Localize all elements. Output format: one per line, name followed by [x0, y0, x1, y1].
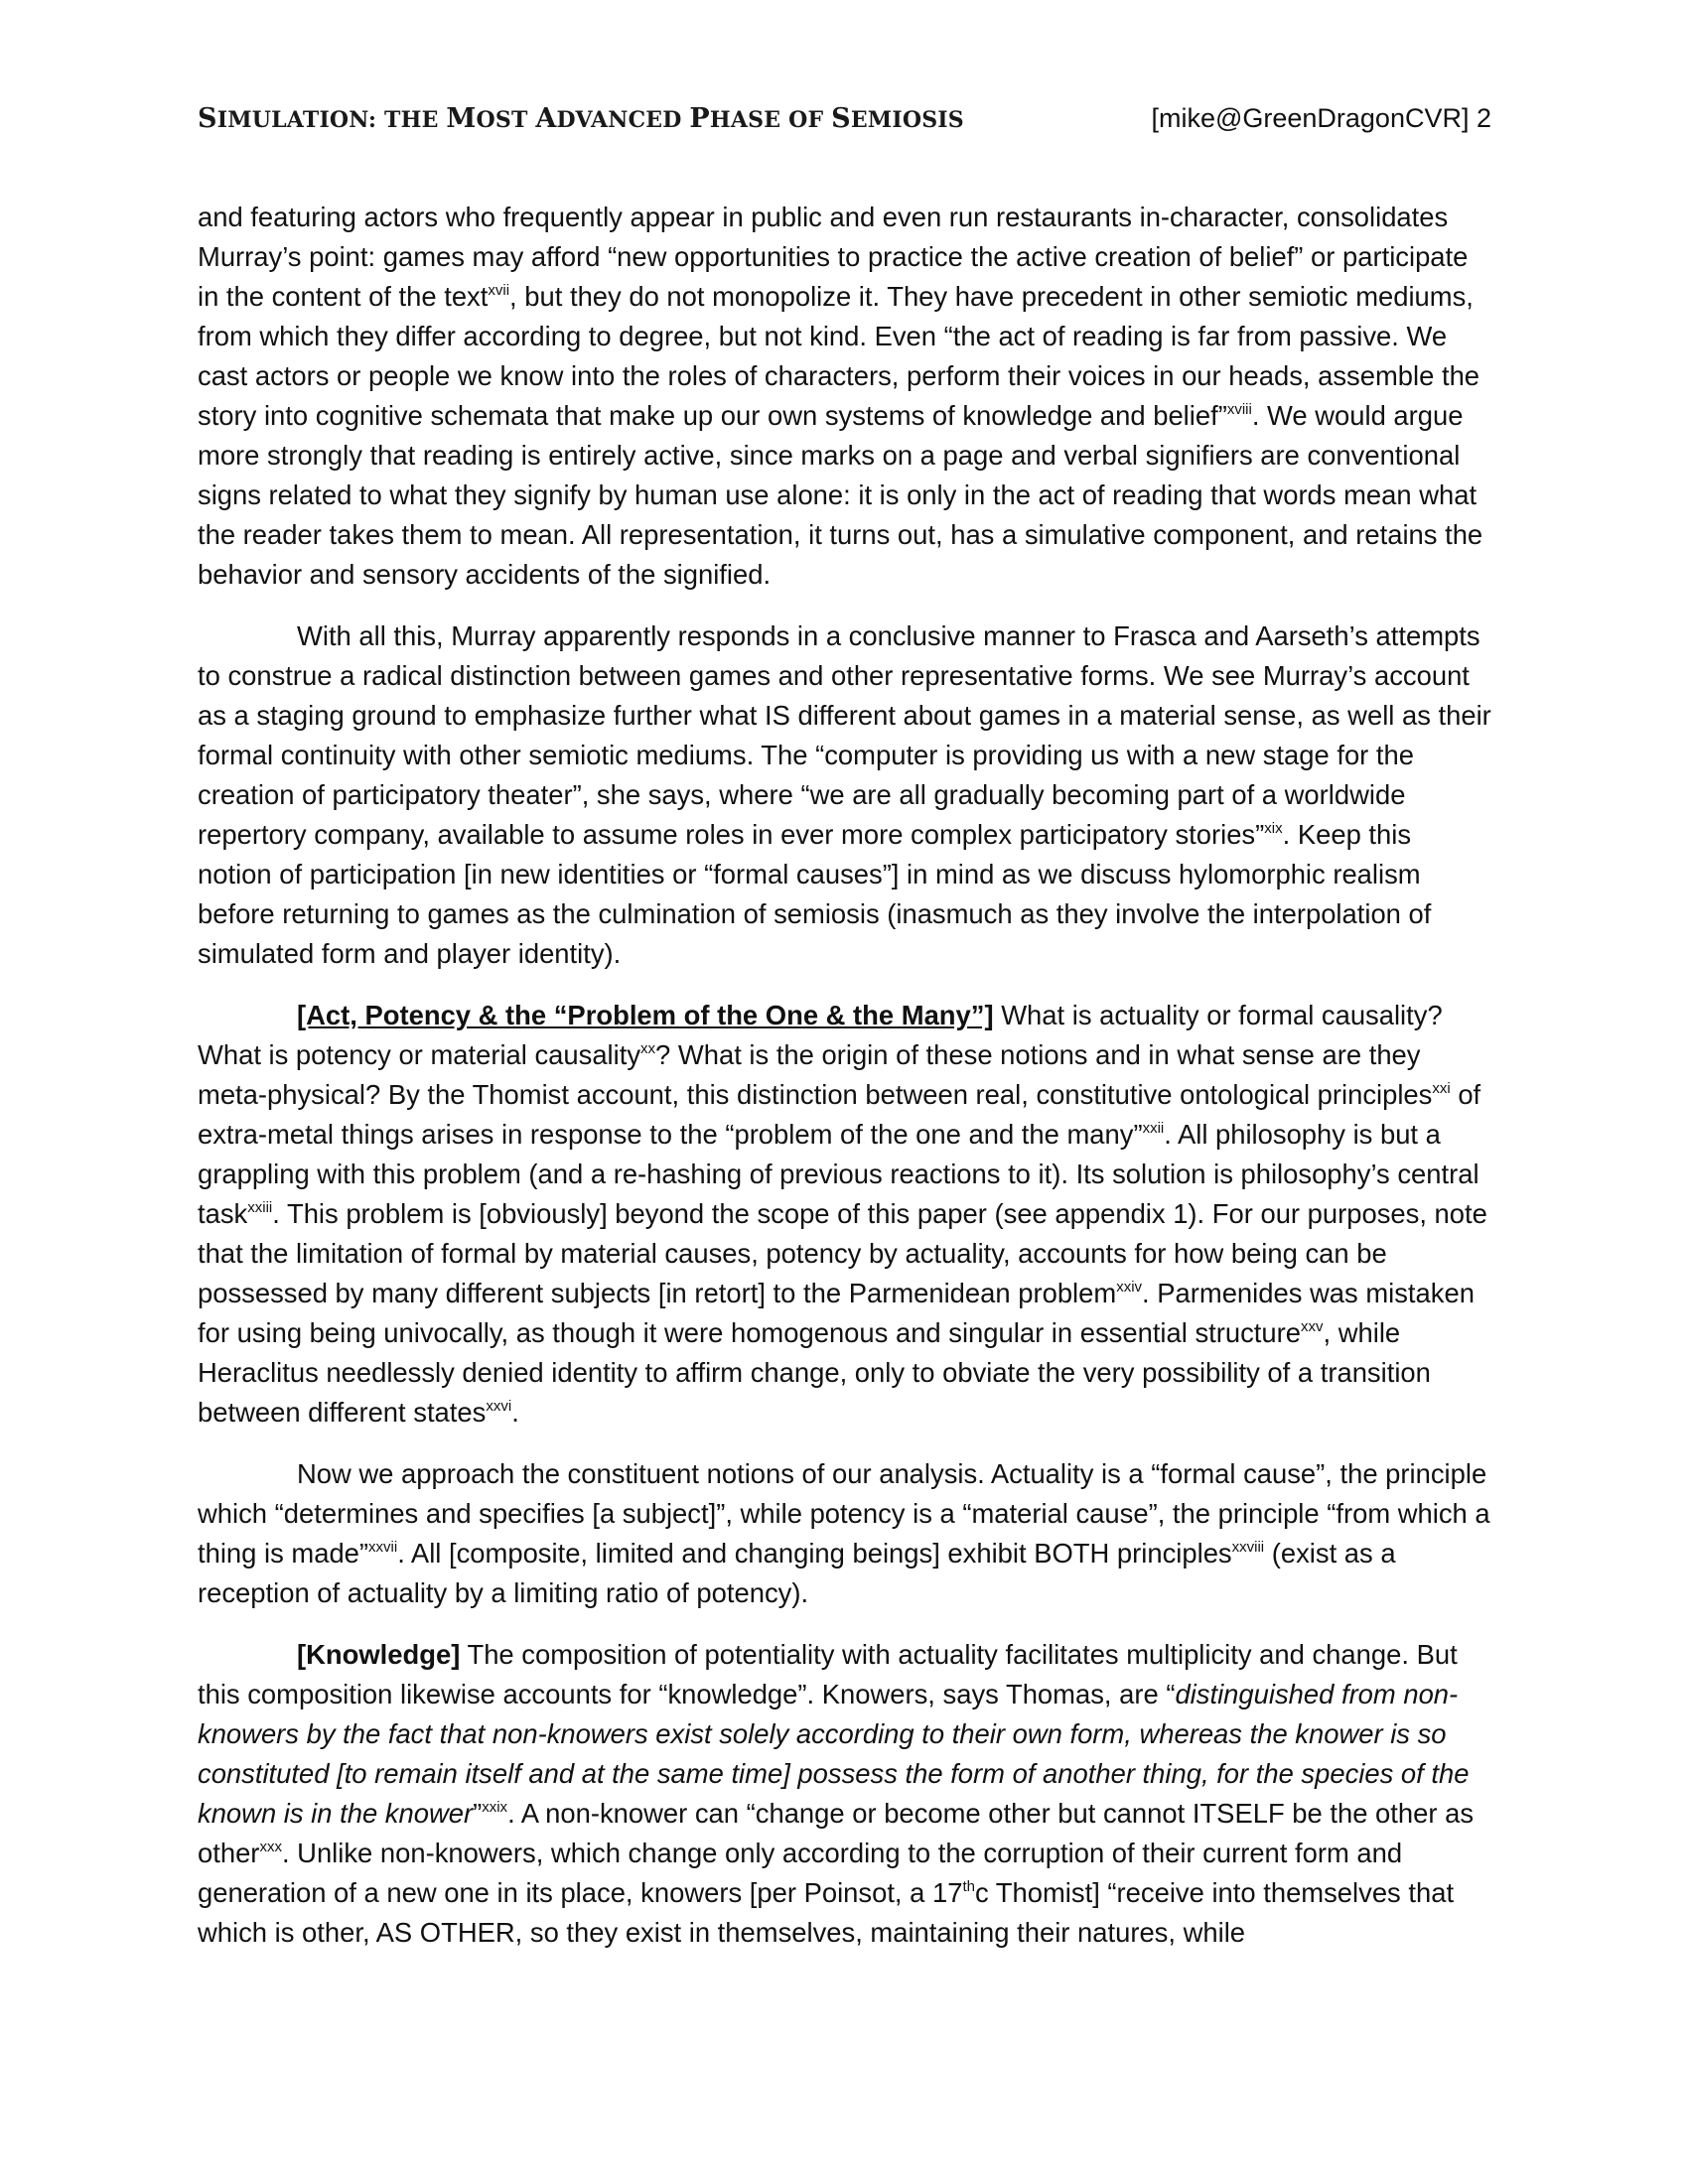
running-title-part: P: [689, 103, 710, 134]
paragraph-1: [198, 198, 1491, 595]
text-run: . Parmenides was mistaken for using being univocally, as though it were homogenous and singular in essential structure: [198, 1278, 1475, 1348]
text-run: With all this, Murray apparently responds in a conclusive manner to Frasca and Aarseth’s attempts to construe a radical distinction between games and other representative forms. We see Murray’s account as a staging ground to emphasize further what IS different about games in a material sense, as well as their formal continuity with other semiotic mediums. The “computer is providing us with a new stage for the creation of participatory theater”, she says, where “we are all gradually becoming part of a worldwide repertory company, available to assume roles in ever more complex participatory stories”: [198, 620, 1491, 850]
running-title-part: HASE OF: [709, 107, 832, 133]
endnote-ref[interactable]: xxi: [1432, 1080, 1451, 1097]
body-text: [198, 198, 1491, 1975]
text-run: . All philosophy is but a grappling with this problem (and a re-hashing of previous reactions to it). Its solution is philosophy’s central task: [198, 1119, 1479, 1229]
running-title-part: IMULATION: [216, 107, 368, 133]
text-run: . We would argue more strongly that reading is entirely active, since marks on a page and verbal signifiers are conventional signs related to what they signify by human use alone: it is only in the act of reading that words mean what the reader takes them to mean. All representation, it turns out, has a simulative component, and retains the behavior and sensory accidents of the signified.: [198, 400, 1483, 590]
running-title-part: EMIOSIS: [850, 107, 964, 133]
endnote-ref[interactable]: xvii: [488, 282, 510, 299]
text-run: . All [composite, limited and changing beings] exhibit BOTH principles: [397, 1538, 1232, 1569]
running-title-part: S: [831, 103, 851, 134]
endnote-ref[interactable]: xxvii: [368, 1539, 398, 1556]
italic-quotation: distinguished from non-knowers by the fact that non-knowers exist solely according to their own form, whereas the knower is so constituted [to remain itself and at the same time] possess the form of another thing, for the species of the known is in the knower: [198, 1679, 1470, 1829]
endnote-ref[interactable]: xviii: [1226, 401, 1252, 418]
text-run: . A non-knower can “change or become other but cannot ITSELF be the other as other: [198, 1798, 1475, 1868]
ordinal-suffix: th: [962, 1878, 975, 1895]
author-and-page-number: [mike@GreenDragonCVR] 2: [1151, 103, 1491, 133]
endnote-ref[interactable]: xxii: [1142, 1120, 1165, 1137]
endnote-ref[interactable]: xxviii: [1231, 1539, 1265, 1556]
endnote-ref[interactable]: xxx: [259, 1839, 282, 1855]
text-run: , but they do not monopolize it. They have precedent in other semiotic mediums, from which they differ according to degree, but not kind. Even “the act of reading is far from passive. We cast actors or people we know into the roles of characters, perform their voices in our heads, assemble the story into cognitive schemata that make up our own systems of knowledge and belief”: [198, 281, 1480, 431]
running-title: [198, 103, 964, 134]
endnote-ref[interactable]: xix: [1264, 820, 1283, 837]
endnote-ref[interactable]: xxv: [1301, 1318, 1324, 1335]
text-run: .: [511, 1397, 519, 1428]
endnote-ref[interactable]: xxiv: [1116, 1279, 1143, 1296]
text-run: (exist as a reception of actuality by a limiting ratio of potency).: [198, 1538, 1396, 1608]
text-run: and featuring actors who frequently appear in public and even run restaurants in-character, consolidates Murray’s point: games may afford “new opportunities to practice the active creation of belief” or participate in the content of the text: [198, 202, 1469, 312]
paragraph-5: [198, 1635, 1491, 1953]
running-title-part: OST: [476, 107, 528, 133]
text-run: ? What is the origin of these notions and in what sense are they meta-physical? By the Thomist account, this distinction between real, constitutive ontological principles: [198, 1039, 1433, 1110]
text-run: Now we approach the constituent notions of our analysis. Actuality is a “formal cause”, the principle which “determines and specifies [a subject]”, while potency is a “material cause”, the principle “from which a thing is made”: [198, 1458, 1490, 1569]
endnote-ref[interactable]: xxix: [482, 1799, 508, 1816]
running-title-part: A: [535, 103, 557, 134]
text-run: The composition of potentiality with actuality facilitates multiplicity and change. But this composition likewise accounts for “knowledge”. Knowers, says Thomas, are “: [198, 1639, 1458, 1709]
running-title-part: : THE: [367, 107, 447, 133]
text-run: What is actuality or formal causality? What is potency or material causality: [198, 1000, 1443, 1070]
text-run: ”: [473, 1798, 483, 1829]
running-title-part: M: [446, 103, 477, 134]
section-heading: [Act, Potency & the “Problem of the One & the Many”]: [297, 1000, 994, 1030]
endnote-ref[interactable]: xxvi: [486, 1398, 512, 1415]
running-title-part: S: [198, 103, 217, 134]
running-title-part: DVANCED: [556, 107, 682, 133]
text-run: , while Heraclitus needlessly denied identity to affirm change, only to obviate the very possibility of a transition between different states: [198, 1317, 1431, 1428]
paragraph-3: [198, 996, 1491, 1433]
text-run: . This problem is [obviously] beyond the scope of this paper (see appendix 1). For our purposes, note that the limitation of formal by material causes, potency by actuality, accounts for how being can be possessed by many different subjects [in retort] to the Parmenidean problem: [198, 1198, 1487, 1308]
text-run: . Unlike non-knowers, which change only according to the corruption of their current form and generation of a new one in its place, knowers [per Poinsot, a 17: [198, 1838, 1403, 1908]
text-run: . Keep this notion of participation [in new identities or “formal causes”] in mind as we discuss hylomorphic realism before returning to games as the culmination of semiosis (inasmuch as they involve the interpolation of simulated form and player identity).: [198, 819, 1432, 969]
text-run: c Thomist] “receive into themselves that which is other, AS OTHER, so they exist in themselves, maintaining their natures, while: [198, 1877, 1455, 1948]
paragraph-2: [198, 616, 1491, 974]
endnote-ref[interactable]: xxiii: [247, 1199, 273, 1216]
endnote-ref[interactable]: xx: [640, 1040, 656, 1057]
paragraph-4: [198, 1454, 1491, 1613]
page-header: [198, 97, 1491, 143]
text-run: of extra-metal things arises in response to the “problem of the one and the many”: [198, 1079, 1481, 1150]
section-heading: [Knowledge]: [297, 1639, 461, 1670]
